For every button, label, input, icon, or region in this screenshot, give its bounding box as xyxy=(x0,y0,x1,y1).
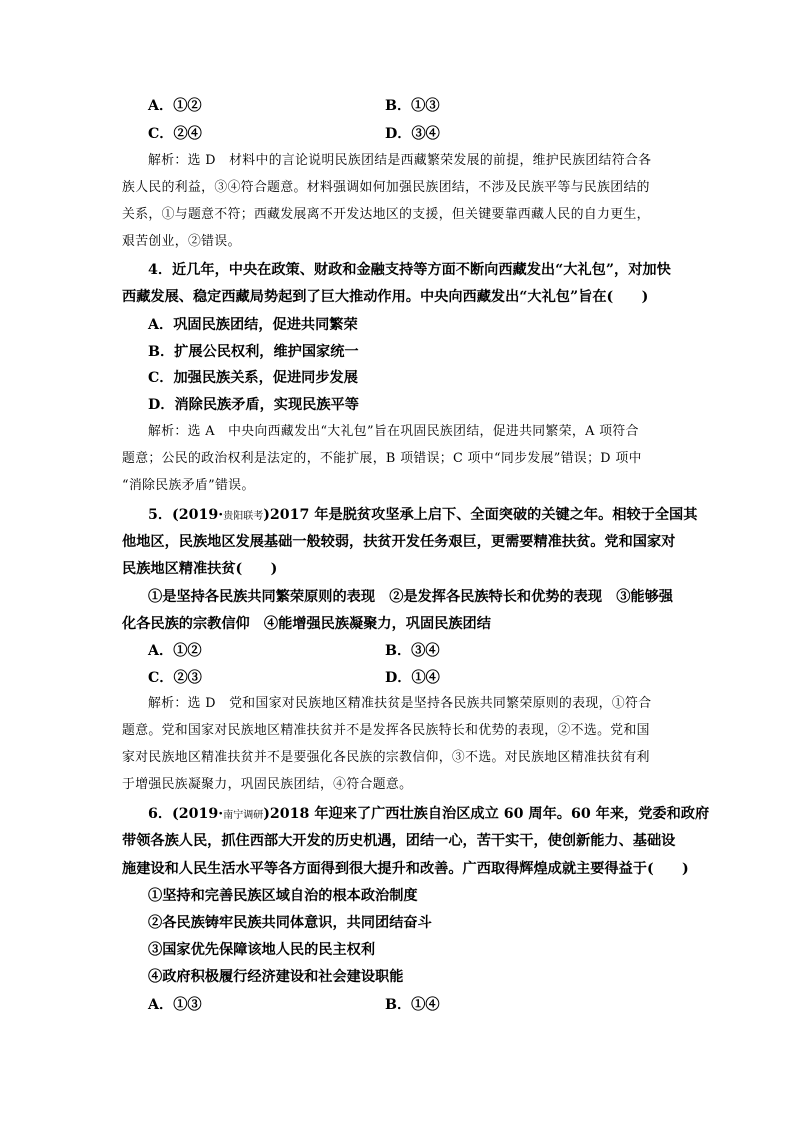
option-c: C．②④ xyxy=(148,126,202,142)
option-c: C．②③ xyxy=(148,670,202,686)
explanation-line: 题意；公民的政治权利是法定的，不能扩展，B 项错误；C 项中“同步发展”错误；D 项中 xyxy=(122,451,642,466)
statement-line: 化各民族的宗教信仰 ④能增强民族凝聚力，巩固民族团结 xyxy=(122,616,491,632)
statement-line: ④政府积极履行经济建设和社会建设职能 xyxy=(148,969,404,985)
explanation-line: 家对民族地区精准扶贫并不是要强化各民族的宗教信仰，③不选。对民族地区精准扶贫有利 xyxy=(122,750,650,765)
option-d: D．①④ xyxy=(385,670,440,686)
option-row xyxy=(0,120,794,148)
option-row xyxy=(0,991,794,1019)
statement-line: ①是坚持各民族共同繁荣原则的表现 ②是发挥各民族特长和优势的表现 ③能够强 xyxy=(148,589,673,605)
explanation-line: 题意。党和国家对民族地区精准扶贫并不是发挥各民族特长和优势的表现，②不选。党和国 xyxy=(122,723,650,738)
statement-line: ①坚持和完善民族区域自治的根本政治制度 xyxy=(148,888,418,904)
explanation-line: 解析：选 D 材料中的言论说明民族团结是西藏繁荣发展的前提，维护民族团结符合各 xyxy=(148,153,652,168)
question-source: 贵阳联考 xyxy=(223,511,264,522)
question-stem: 5．(2019·贵阳联考)2017 年是脱贫攻坚承上启下、全面突破的关键之年。相较于全国其 xyxy=(148,507,698,523)
option-row xyxy=(0,92,794,120)
explanation-line: “消除民族矛盾”错误。 xyxy=(122,478,255,493)
question-stem: 带领各族人民，抓住西部大开发的历史机遇，团结一心，苦干实干，使创新能力、基础设 xyxy=(122,833,676,849)
question-stem: 6．(2019·南宁调研)2018 年迎来了广西壮族自治区成立 60 周年。60 年来，党委和政府 xyxy=(148,806,710,822)
option-c: C．加强民族关系，促进同步发展 xyxy=(148,370,358,386)
statement-line: ③国家优先保障该地人民的民主权利 xyxy=(148,942,376,958)
question-stem: 4．近几年，中央在政策、财政和金融支持等方面不断向西藏发出“大礼包”，对加快 xyxy=(148,262,671,278)
explanation-line: 族人民的利益，③④符合题意。材料强调如何加强民族团结，不涉及民族平等与民族团结的 xyxy=(122,180,650,195)
option-b: B．扩展公民权利，维护国家统一 xyxy=(148,344,359,360)
option-b: B．①④ xyxy=(385,997,440,1013)
option-a: A．①③ xyxy=(148,997,202,1013)
option-b: B．①③ xyxy=(385,98,440,114)
option-d: D．③④ xyxy=(385,126,440,142)
question-source: 南宁调研 xyxy=(223,810,264,821)
question-stem: 他地区，民族地区发展基础一般较弱，扶贫开发任务艰巨，更需要精准扶贫。党和国家对 xyxy=(122,534,676,550)
option-row xyxy=(0,664,794,692)
option-row xyxy=(0,637,794,665)
option-b: B．③④ xyxy=(385,643,440,659)
explanation-line: 关系，①与题意不符；西藏发展离不开发达地区的支援，但关键要靠西藏人民的自力更生， xyxy=(122,207,650,222)
question-stem: 西藏发展、稳定西藏局势起到了巨大推动作用。中央向西藏发出“大礼包”旨在( ) xyxy=(122,289,649,305)
explanation-line: 解析：选 A 中央向西藏发出“大礼包”旨在巩固民族团结，促进共同繁荣，A 项符合 xyxy=(148,424,639,439)
option-a: A．①② xyxy=(148,643,202,659)
option-a: A．巩固民族团结，促进共同繁荣 xyxy=(148,317,358,333)
option-a: A．①② xyxy=(148,98,202,114)
explanation-line: 解析：选 D 党和国家对民族地区精准扶贫是坚持各民族共同繁荣原则的表现，①符合 xyxy=(148,696,652,711)
statement-line: ②各民族铸牢民族共同体意识，共同团结奋斗 xyxy=(148,915,432,931)
question-stem: 民族地区精准扶贫( ) xyxy=(122,561,278,577)
question-stem: 施建设和人民生活水平等各方面得到很大提升和改善。广西取得辉煌成就主要得益于( ) xyxy=(122,861,689,877)
explanation-line: 于增强民族凝聚力，巩固民族团结，④符合题意。 xyxy=(122,777,413,792)
explanation-line: 艰苦创业，②错误。 xyxy=(122,234,241,249)
option-d: D．消除民族矛盾，实现民族平等 xyxy=(148,397,359,413)
